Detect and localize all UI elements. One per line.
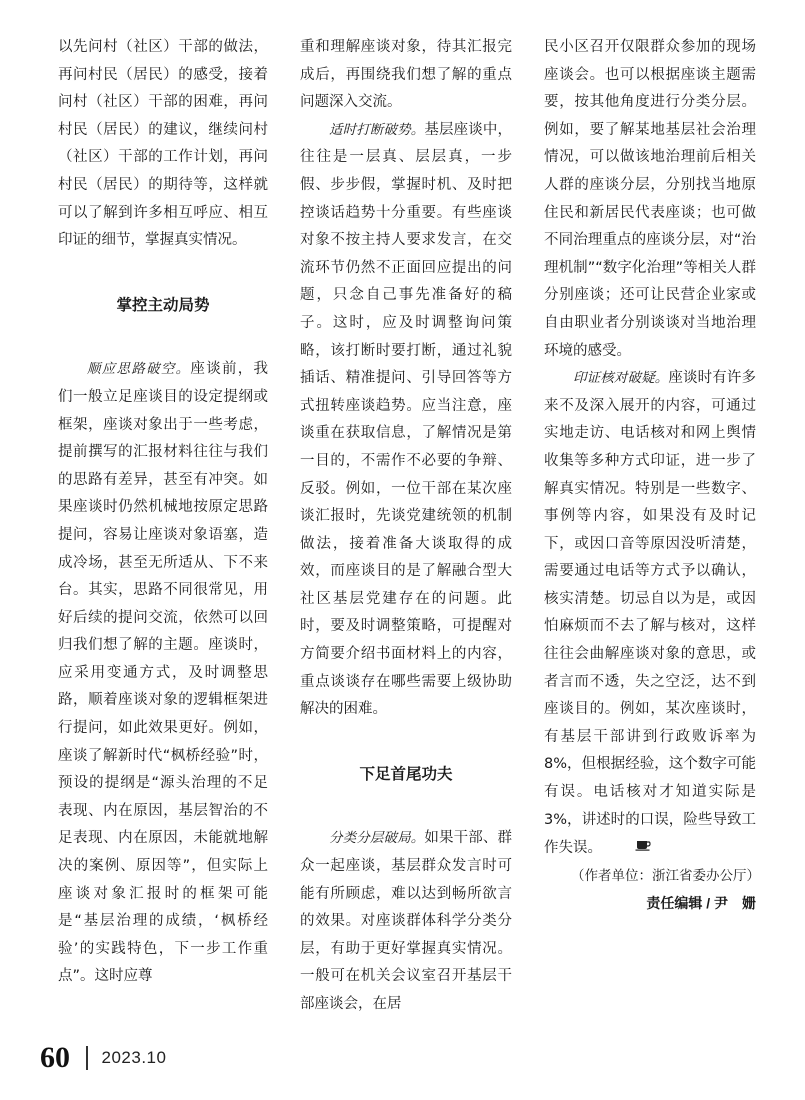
paragraph-lead: 适时打断破势。 — [329, 121, 425, 138]
paragraph-lead: 印证核对破疑。 — [573, 370, 669, 387]
cup-icon — [606, 834, 651, 862]
paragraph-body: 座谈前，我们一般立足座谈目的设定提纲或框架，座谈对象出于一些考虑，提前撰写的汇报材料往往与我们的思路有差异，甚至有冲突。如果座谈时仍然机械地按原定思路提问，容易让座谈对象语塞，造成冷场，甚至无所适从、下不来台。其实，思路不同很常见，用好后续的提问交流，依然可以回归我们想了解的主题。座谈时，应采用变通方式，及时调整思路，顺着座谈对象的逻辑框架进行提问，如此效果更好。例如，座谈了解新时代“枫桥经验”时，预设的提纲是“源头治理的不足表现、内在原因，基层智治的不足表现、内在原因，未能就地解决的案例、原因等”，但实际上座谈对象汇报时的框架可能是“基层治理的成绩，‘枫桥经验’的实践特色，下一步工作重点”。这时应尊 — [58, 361, 269, 985]
paragraph-body: 基层座谈中，往往是一层真、层层真，一步假、步步假，掌握时机、及时把控谈话趋势十分重要。有些座谈对象不按主持人要求发言，在交流环节仍然不正面回应提出的问题，只念自己事先准备好的稿子。这时，应及时调整询问策略，该打断时要打断，通过礼貌插话、精准提问、引导回答等方式扭转座谈趋势。应当注意，座谈重在获取信息，了解情况是第一目的，不需作不必要的争辩、反驳。例如，一位干部在某次座谈汇报时，先谈党建统领的机制做法，接着准备大谈取得的成效，而座谈目的是了解融合型大社区基层党建存在的问题。此时，要及时调整策略，可提醒对方简要介绍书面材料上的内容，重点谈谈存在哪些需要上级协助解决的困难。 — [300, 121, 512, 718]
paragraph — [58, 356, 268, 991]
paragraph — [300, 117, 512, 724]
paragraph-lead: 顺应思路破空。 — [87, 361, 191, 378]
footer-divider — [86, 1046, 88, 1070]
issue-date: 2023.10 — [101, 1048, 167, 1067]
text-column-1 — [58, 34, 268, 991]
paragraph: 重和理解座谈对象，待其汇报完成后，再围绕我们想了解的重点问题深入交流。 — [300, 39, 512, 111]
author-note: （作者单位：浙江省委办公厅） — [571, 867, 760, 884]
section-heading: 掌控主动局势 — [116, 296, 210, 314]
paragraph-body: 如果干部、群众一起座谈，基层群众发言时可能有所顾虑，难以达到畅所欲言的效果。对座谈群体科学分类分层，有助于更好掌握真实情况。一般可在机关会议室召开基层干部座谈会，在居 — [300, 830, 512, 1012]
paragraph — [300, 825, 512, 1018]
paragraph: 民小区召开仅限群众参加的现场座谈会。也可以根据座谈主题需要，按其他角度进行分类分层。例如，要了解某地基层社会治理情况，可以做该地治理前后相关人群的座谈分层，分别找当地原住民和新居民代表座谈；也可做不同治理重点的座谈分层，对“治理机制”“数字化治理”等相关人群分别座谈；还可让民营企业家或自由职业者分别谈谈对当地治理环境的感受。 — [544, 39, 756, 359]
paragraph-body: 座谈时有许多来不及深入展开的内容，可通过实地走访、电话核对和网上舆情收集等多种方式印证，进一步了解真实情况。特别是一些数字、事例等内容，如果没有及时记下，或因口音等原因没听清楚，需要通过电话等方式予以确认，核实清楚。切忌自以为是，或因怕麻烦而不去了解与核对，这样往往会曲解座谈对象的意思，或者言而不透，失之空泛，达不到座谈目的。例如，某次座谈时，有基层干部讲到行政败诉率为8%，但根据经验，这个数字可能有误。电话核对才知道实际是3%，讲述时的口误，险些导致工作失误。 — [544, 370, 756, 857]
page-number: 60 — [40, 1041, 70, 1074]
page-footer — [40, 1040, 166, 1076]
editor-credit: 责任编辑 / 尹 姗 — [646, 895, 756, 912]
text-column-2 — [300, 34, 512, 1019]
paragraph — [544, 365, 756, 862]
paragraph: 以先问村（社区）干部的做法，再问村民（居民）的感受，接着问村（社区）干部的困难，再问村民（居民）的建议，继续问村（社区）干部的工作计划，再问村民（居民）的期待等，这样就可以了解到许多相互呼应、相互印证的细节，掌握真实情况。 — [58, 39, 268, 249]
section-heading: 下足首尾功夫 — [359, 765, 453, 783]
text-column-3 — [544, 34, 760, 918]
paragraph-lead: 分类分层破局。 — [329, 830, 425, 847]
